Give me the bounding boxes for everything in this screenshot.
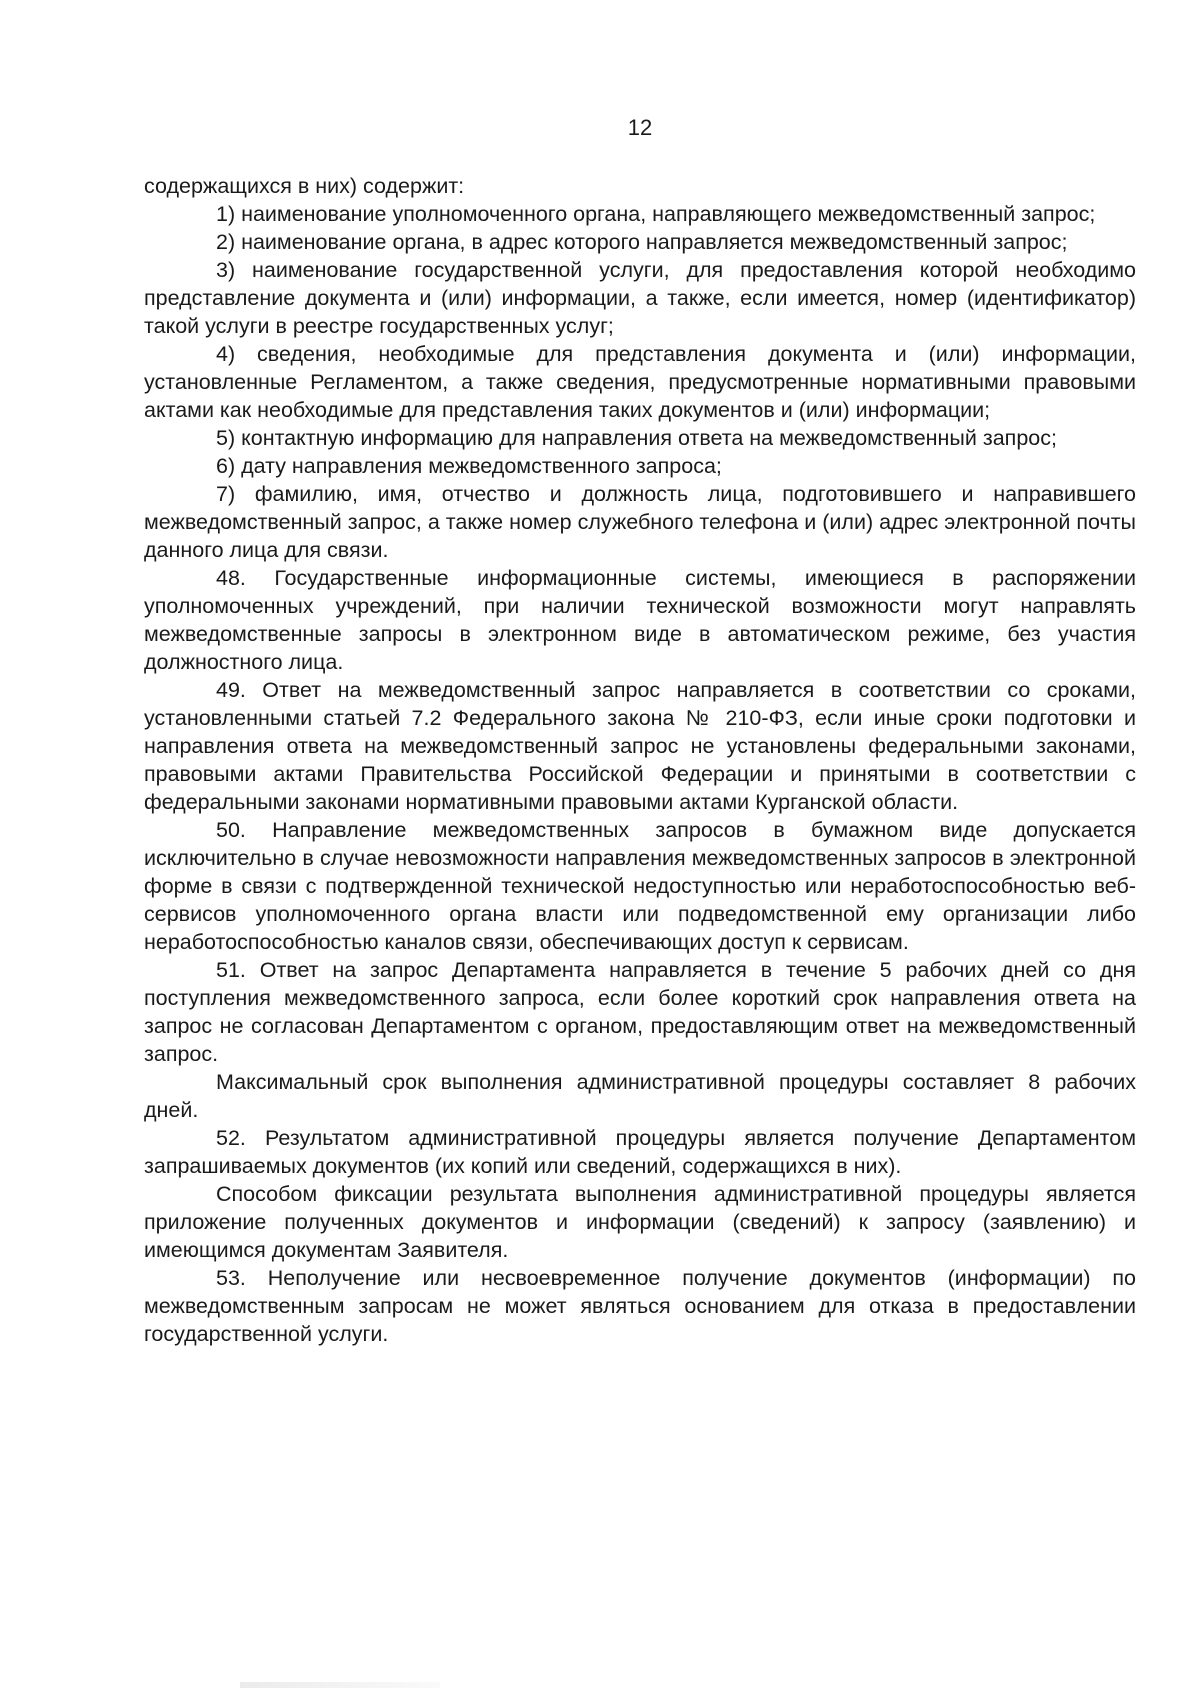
paragraph: 49. Ответ на межведомственный запрос направляется в соответствии со сроками, установленными статьей 7.2 Федерального закона № 210-ФЗ, если иные сроки подготовки и направления ответа на межведомственный запрос не установлены федеральными законами, правовыми актами Правительства Российской Федерации и принятыми в соответствии с федеральными законами нормативными правовыми актами Курганской области. [144,678,1136,814]
paragraph: 51. Ответ на запрос Департамента направляется в течение 5 рабочих дней со дня поступления межведомственного запроса, если более короткий срок направления ответа на запрос не согласован Департаментом с органом, предоставляющим ответ на межведомственный запрос. [144,958,1136,1066]
paragraph: 53. Неполучение или несвоевременное получение документов (информации) по межведомственным запросам не может являться основанием для отказа в предоставлении государственной услуги. [144,1266,1136,1346]
paragraph: 2) наименование органа, в адрес которого направляется межведомственный запрос; [216,230,1068,254]
paragraph: Максимальный срок выполнения административной процедуры составляет 8 рабочих дней. [144,1070,1136,1122]
paragraph: 48. Государственные информационные системы, имеющиеся в распоряжении уполномоченных учреждений, при наличии технической возможности могут направлять межведомственные запросы в электронном виде в автоматическом режиме, без участия должностного лица. [144,566,1136,674]
paragraph: содержащихся в них) содержит: [144,174,465,198]
paragraph: 1) наименование уполномоченного органа, направляющего межведомственный запрос; [216,202,1096,226]
document-body [144,172,1136,1348]
scan-artifact [240,1682,440,1688]
paragraph: 50. Направление межведомственных запросов в бумажном виде допускается исключительно в случае невозможности направления межведомственных запросов в электронной форме в связи с подтвержденной технической недоступностью или неработоспособностью веб-сервисов уполномоченного органа власти или подведомственной ему организации либо неработоспособностью каналов связи, обеспечивающих доступ к сервисам. [144,818,1136,954]
paragraph: 3) наименование государственной услуги, для предоставления которой необходимо представление документа и (или) информации, а также, если имеется, номер (идентификатор) такой услуги в реестре государственных услуг; [144,258,1136,338]
paragraph: 4) сведения, необходимые для представления документа и (или) информации, установленные Регламентом, а также сведения, предусмотренные нормативными правовыми актами как необходимые для представления таких документов и (или) информации; [144,342,1136,422]
paragraph: 5) контактную информацию для направления ответа на межведомственный запрос; [216,426,1057,450]
page-number: 12 [627,115,653,140]
paragraph: Способом фиксации результата выполнения административной процедуры является приложение полученных документов и информации (сведений) к запросу (заявлению) и имеющимся документам Заявителя. [144,1182,1136,1262]
paragraph: 7) фамилию, имя, отчество и должность лица, подготовившего и направившего межведомственный запрос, а также номер служебного телефона и (или) адрес электронной почты данного лица для связи. [144,482,1136,562]
paragraph: 52. Результатом административной процедуры является получение Департаментом запрашиваемых документов (их копий или сведений, содержащихся в них). [144,1126,1136,1178]
paragraph: 6) дату направления межведомственного запроса; [216,454,722,478]
